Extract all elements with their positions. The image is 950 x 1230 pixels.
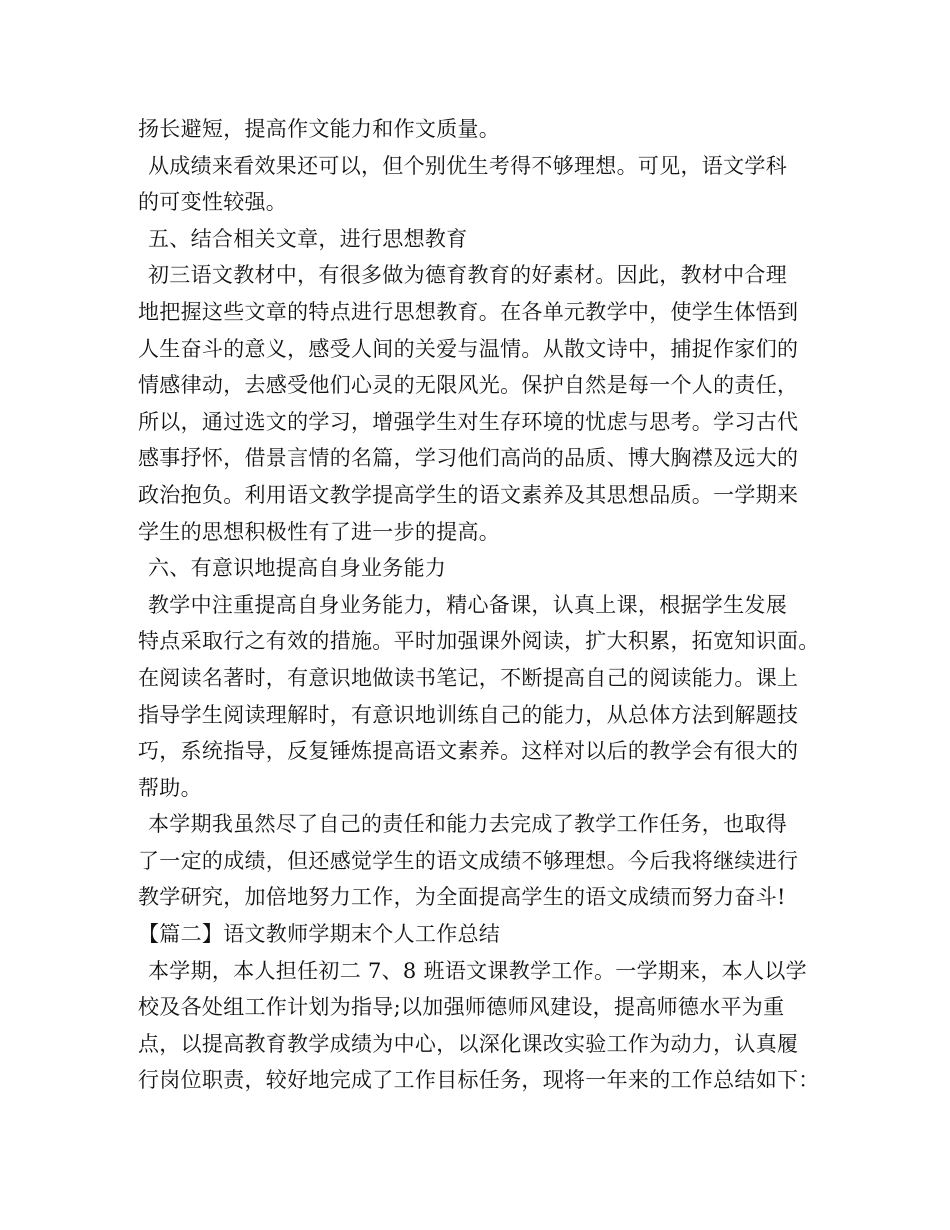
text-line: 人生奋斗的意义，感受人间的关爱与温情。从散文诗中，捕捉作家们的 bbox=[138, 336, 799, 361]
text-line: 初三语文教材中，有很多做为德育教育的好素材。因此，教材中合理 bbox=[148, 263, 787, 288]
article-heading: 【篇二】语文教师学期末个人工作总结 bbox=[138, 922, 501, 947]
text-line: 情感律动，去感受他们心灵的无限风光。保护自然是每一个人的责任， bbox=[138, 373, 799, 398]
text-line: 学生的思想积极性有了进一步的提高。 bbox=[138, 519, 501, 544]
text-line: 教学中注重提高自身业务能力，精心备课，认真上课，根据学生发展 bbox=[148, 592, 787, 617]
text-line: 了一定的成绩，但还感觉学生的语文成绩不够理想。今后我将继续进行 bbox=[138, 848, 799, 873]
text-line: 扬长避短，提高作文能力和作文质量。 bbox=[138, 117, 501, 141]
text-line: 从成绩来看效果还可以，但个别优生考得不够理想。可见，语文学科 bbox=[148, 153, 787, 178]
text-line: 帮助。 bbox=[138, 775, 202, 800]
section-heading: 六、有意识地提高自身业务能力 bbox=[148, 556, 447, 581]
text-line: 教学研究，加倍地努力工作，为全面提高学生的语文成绩而努力奋斗! bbox=[138, 885, 786, 910]
section-heading: 五、结合相关文章，进行思想教育 bbox=[148, 226, 468, 251]
text-line: 地把握这些文章的特点进行思想教育。在各单元教学中，使学生体悟到 bbox=[138, 299, 799, 324]
text-line: 点，以提高教育教学成绩为中心，以深化课改实验工作为动力，认真履 bbox=[138, 1031, 799, 1056]
text-line: 的可变性较强。 bbox=[138, 190, 288, 215]
text-line: 所以，通过选文的学习，增强学生对生存环境的忧虑与思考。学习古代 bbox=[138, 409, 799, 434]
text-line: 在阅读名著时，有意识地做读书笔记，不断提高自己的阅读能力。课上 bbox=[138, 665, 799, 690]
text-line: 感事抒怀，借景言情的名篇，学习他们高尚的品质、博大胸襟及远大的 bbox=[138, 446, 799, 471]
text-line: 行岗位职责，较好地完成了工作目标任务，现将一年来的工作总结如下： bbox=[138, 1068, 820, 1093]
text-line: 巧，系统指导，反复锤炼提高语文素养。这样对以后的教学会有很大的 bbox=[138, 739, 799, 764]
document-body bbox=[138, 111, 828, 1099]
text-line: 政治抱负。利用语文教学提高学生的语文素养及其思想品质。一学期来 bbox=[138, 482, 799, 507]
text-line: 指导学生阅读理解时，有意识地训练自己的能力，从总体方法到解题技 bbox=[138, 702, 799, 727]
text-line: 本学期，本人担任初二 7、8 班语文课教学工作。一学期来，本人以学 bbox=[148, 958, 807, 983]
text-line: 本学期我虽然尽了自己的责任和能力去完成了教学工作任务，也取得 bbox=[148, 812, 787, 837]
text-line: 校及各处组工作计划为指导;以加强师德师风建设，提高师德水平为重 bbox=[138, 995, 785, 1020]
text-line: 特点采取行之有效的措施。平时加强课外阅读，扩大积累，拓宽知识面。 bbox=[138, 629, 820, 654]
